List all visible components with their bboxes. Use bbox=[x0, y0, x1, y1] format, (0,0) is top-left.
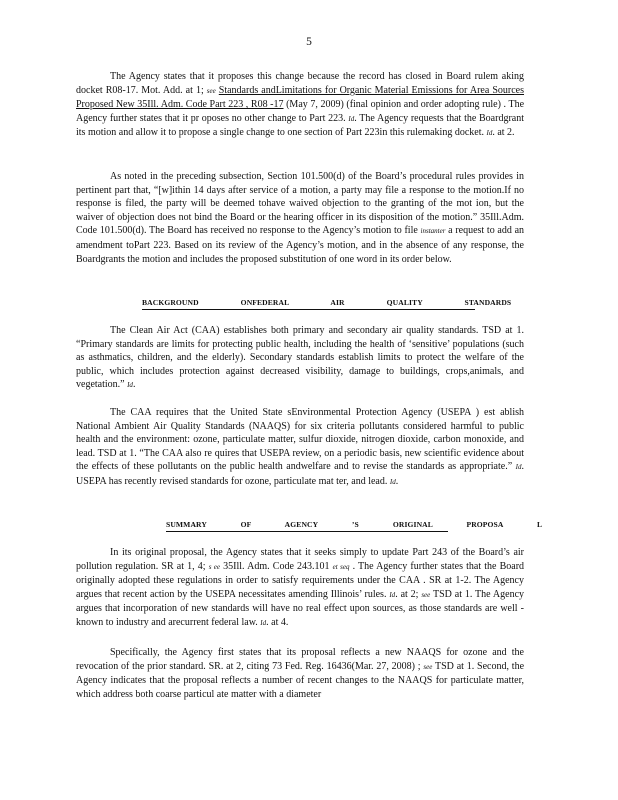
citation-id: Id bbox=[486, 129, 493, 138]
page-number: 5 bbox=[306, 36, 312, 48]
citation-signal: see bbox=[421, 590, 431, 599]
section-heading-summary: SUMMARY OF AGENCY ’S ORIGINAL PROPOSA L bbox=[166, 520, 448, 532]
citation-id: Id bbox=[389, 590, 396, 599]
paragraph-text: . at 2. bbox=[492, 127, 515, 139]
citation-instanter: instanter bbox=[420, 227, 446, 236]
citation-id: Id bbox=[389, 477, 396, 486]
paragraph-text: . USEPA has recently revised standards for ozone, particulate mat ter, and lead. bbox=[76, 461, 524, 487]
paragraph-text: . at 4. bbox=[266, 616, 289, 628]
section-heading-background: BACKGROUND ONFEDERAL AIR QUALITY STANDARDS bbox=[142, 298, 475, 310]
paragraph-text: TSD at 1. Second, the Agency indicates that the proposal reflects a number of recent changes to the NAAQS for particulate matter, which address both coarse particul ate matter with a diameter bbox=[76, 660, 525, 700]
paragraph-text: The CAA requires that the United State sEnvironmental Protection Agency (USEPA ) est ablish National Ambient Air Quality Standards (NAAQS) for six criteria pollutants considered harmful to public health and the environment: ozone, particulate matter, sulfur dioxide, nitrogen dioxide, carbon monoxide, and lead. TSD at 1. “The CAA also re quires that USEPA review, on a periodic basis, new scientific evidence about the effects of these pollutants on the public health andwelfare and to revise the standards as appropriate.” bbox=[76, 407, 524, 473]
paragraph-text: The Agency states that it proposes this change because the record has closed in Board rulem aking docket R08-17. Mot. Add. at 1; bbox=[76, 71, 524, 96]
citation-id: Id bbox=[260, 618, 267, 627]
paragraph-text: TSD at 1. The Agency argues that incorporation of new standards will have no real effect upon sources, as those standards are well -known to industry and arecurrent federal law. bbox=[76, 588, 525, 628]
citation-et-seq: et seq bbox=[332, 562, 350, 571]
paragraph-ozone-particulate bbox=[76, 646, 524, 701]
paragraph-agency-change-rationale bbox=[76, 70, 524, 141]
citation-id: Id bbox=[127, 381, 133, 390]
paragraph-text: . bbox=[132, 379, 136, 391]
paragraph-text: Specifically, the Agency first states that its proposal reflects a new NAAQS for ozone and the revocation of the prior standard. SR. at 2, citing 73 Fed. Reg. 16436(Mar. 27, 2008) ; bbox=[76, 647, 524, 672]
paragraph-text: (May 7, 2009) (final opinion and order adopting rule) . The Agency further states that it pr oposes no other change to Part 223. bbox=[76, 99, 525, 124]
paragraph-text: . The Agency further states that the Board originally adopted these regulations in order to satisfy requirements under the CAA . SR at 1-2. The Agency argues that recent action by the USEPA necessitates amending Illinois’ rules. bbox=[76, 560, 525, 600]
paragraph-text: The Clean Air Act (CAA) establishes both primary and secondary air quality standards. TSD at 1. “Primary standards are limits for protecting public health, including the health of ‘sensitive’ populations (such as asthmatics, children, and the elderly). Secondary standards establish limits to protect the welfare of the public, which includes protection against decreased visibility, damage to buildings, crops,animals, and vegetation.” bbox=[76, 325, 524, 391]
paragraph-text: As noted in the preceding subsection, Section 101.500(d) of the Board’s procedural rules provides in pertinent part that, “[w]ithin 14 days after service of a motion, a party may file a response to the motion.If no response is filed, the party will be deemed tohave waived objection to the granting of the mot ion, but the waiver of objection does not bind the Board or the hearing officer in its disposition of the motion.” 35Ill.Adm. Code 101.500(d). The Board has received no response to the Agency’s motion to file bbox=[76, 171, 524, 237]
paragraph-text: . at 2; bbox=[395, 588, 419, 600]
paragraph-clean-air-act bbox=[76, 324, 524, 393]
citation-signal: see bbox=[423, 662, 433, 671]
paragraph-usepa-naaqs bbox=[76, 406, 524, 490]
citation-id: Id bbox=[515, 463, 522, 472]
citation-signal: see bbox=[206, 86, 216, 95]
paragraph-text: 35Ill. Adm. Code 243.101 bbox=[223, 560, 330, 572]
paragraph-original-proposal bbox=[76, 546, 524, 631]
citation-id: Id bbox=[348, 114, 355, 123]
citation-signal: s ee bbox=[208, 562, 221, 571]
paragraph-text: In its original proposal, the Agency states that it seeks simply to update Part 243 of the Board’s air pollution regulation. SR at 1, 4; bbox=[76, 547, 524, 572]
paragraph-text: . bbox=[395, 475, 399, 487]
case-title: Standards andLimitations for Organic Material Emissions for Area Sources Proposed New 35Ill. Adm. Code Part 223 , R08 -17 bbox=[76, 84, 525, 111]
paragraph-procedural-rules bbox=[76, 170, 524, 266]
paragraph-text: . The Agency requests that the Boardgrant its motion and allow it to propose a single change to one section of Part 223in this rulemaking docket. bbox=[76, 112, 524, 139]
paragraph-text: a request to add an amendment toPart 223. Based on its review of the Agency’s motion, and in the absence of any response, the Boardgrants the motion and includes the proposed substitution of one word in its order below. bbox=[76, 225, 525, 265]
